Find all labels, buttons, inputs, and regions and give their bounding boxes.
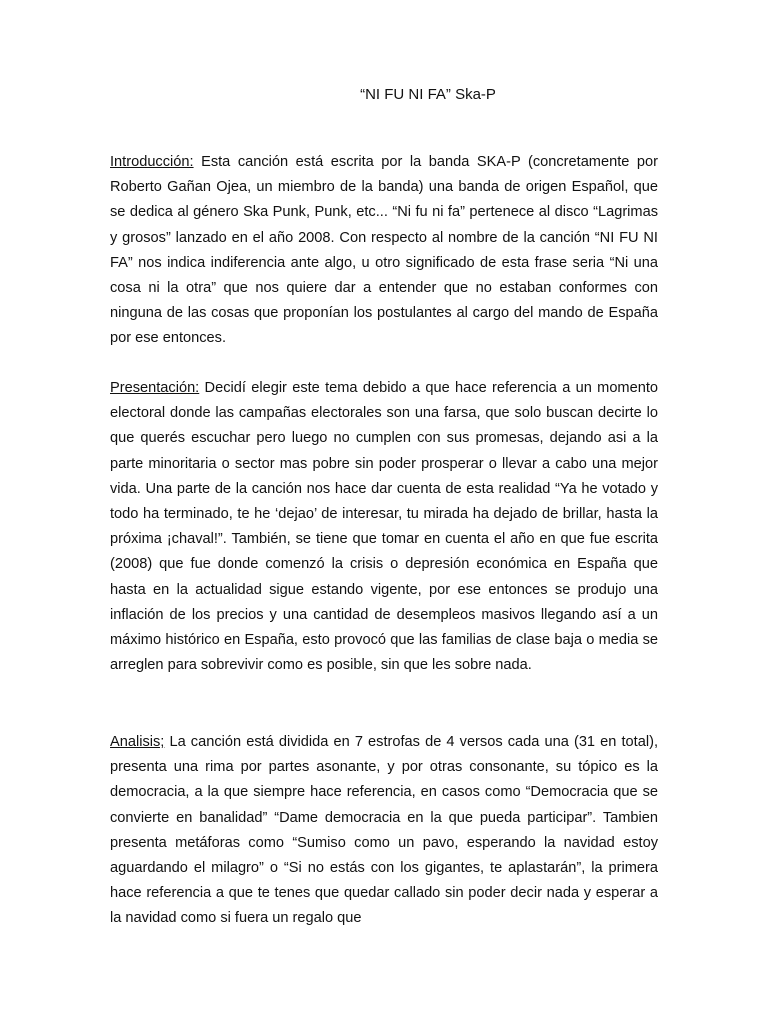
paragraph-analisis	[110, 730, 658, 932]
section-label-introduccion: Introducción:	[110, 154, 194, 170]
paragraph-text-presentacion: Decidí elegir este tema debido a que hace referencia a un momento electoral donde las campañas electorales son una farsa, que solo buscan decirte lo que querés escuchar pero luego no cumplen con sus promesas, dejando asi a la parte minoritaria o sector mas pobre sin poder prosperar o llevar a cabo una mejor vida. Una parte de la canción nos hace dar cuenta de esta realidad “Ya he votado y todo ha terminado, te he ‘dejao’ de interesar, tu mirada ha dejado de brillar, hasta la próxima ¡chaval!”. También, se tiene que tomar en cuenta el año en que fue escrita (2008) que fue donde comenzó la crisis o depresión económica en España que hasta en la actualidad sigue estando vigente, por ese entonces se produjo una inflación de los precios y una cantidad de desempleos masivos llegando así a un máximo histórico en España, esto provocó que las familias de clase baja o media se arreglen para sobrevivir como es posible, sin que les sobre nada.	[110, 380, 658, 674]
document-title: “NI FU NI FA” Ska-P	[360, 86, 496, 103]
section-label-presentacion: Presentación:	[110, 380, 200, 396]
paragraph-presentacion	[110, 376, 658, 678]
section-label-analisis: Analisis;	[110, 734, 165, 750]
paragraph-text-introduccion: Esta canción está escrita por la banda SKA-P (concretamente por Roberto Gañan Ojea, un miembro de la banda) una banda de origen Español, que se dedica al género Ska Punk, Punk, etc... “Ni fu ni fa” pertenece al disco “Lagrimas y grosos” lanzado en el año 2008. Con respecto al nombre de la canción “NI FU NI FA” nos indica indiferencia ante algo, u otro significado de esta frase seria “Ni una cosa ni la otra” que nos quiere dar a entender que no estaban conformes con ninguna de las cosas que proponían los postulantes al cargo del mando de España por ese entonces.	[110, 154, 658, 347]
paragraph-text-analisis: La canción está dividida en 7 estrofas de 4 versos cada una (31 en total), presenta una rima por partes asonante, y por otras consonante, su tópico es la democracia, a la que siempre hace referencia, en casos como “Democracia que se convierte en banalidad” “Dame democracia en la que pueda participar”. Tambien presenta metáforas como “Sumiso como un pavo, esperando la navidad estoy aguardando el milagro” o “Si no estás con los gigantes, te aplastarán”, la primera hace referencia a que te tenes que quedar callado sin poder decir nada y esperar a la navidad como si fuera un regalo que	[110, 734, 658, 927]
paragraph-introduccion	[110, 150, 658, 352]
